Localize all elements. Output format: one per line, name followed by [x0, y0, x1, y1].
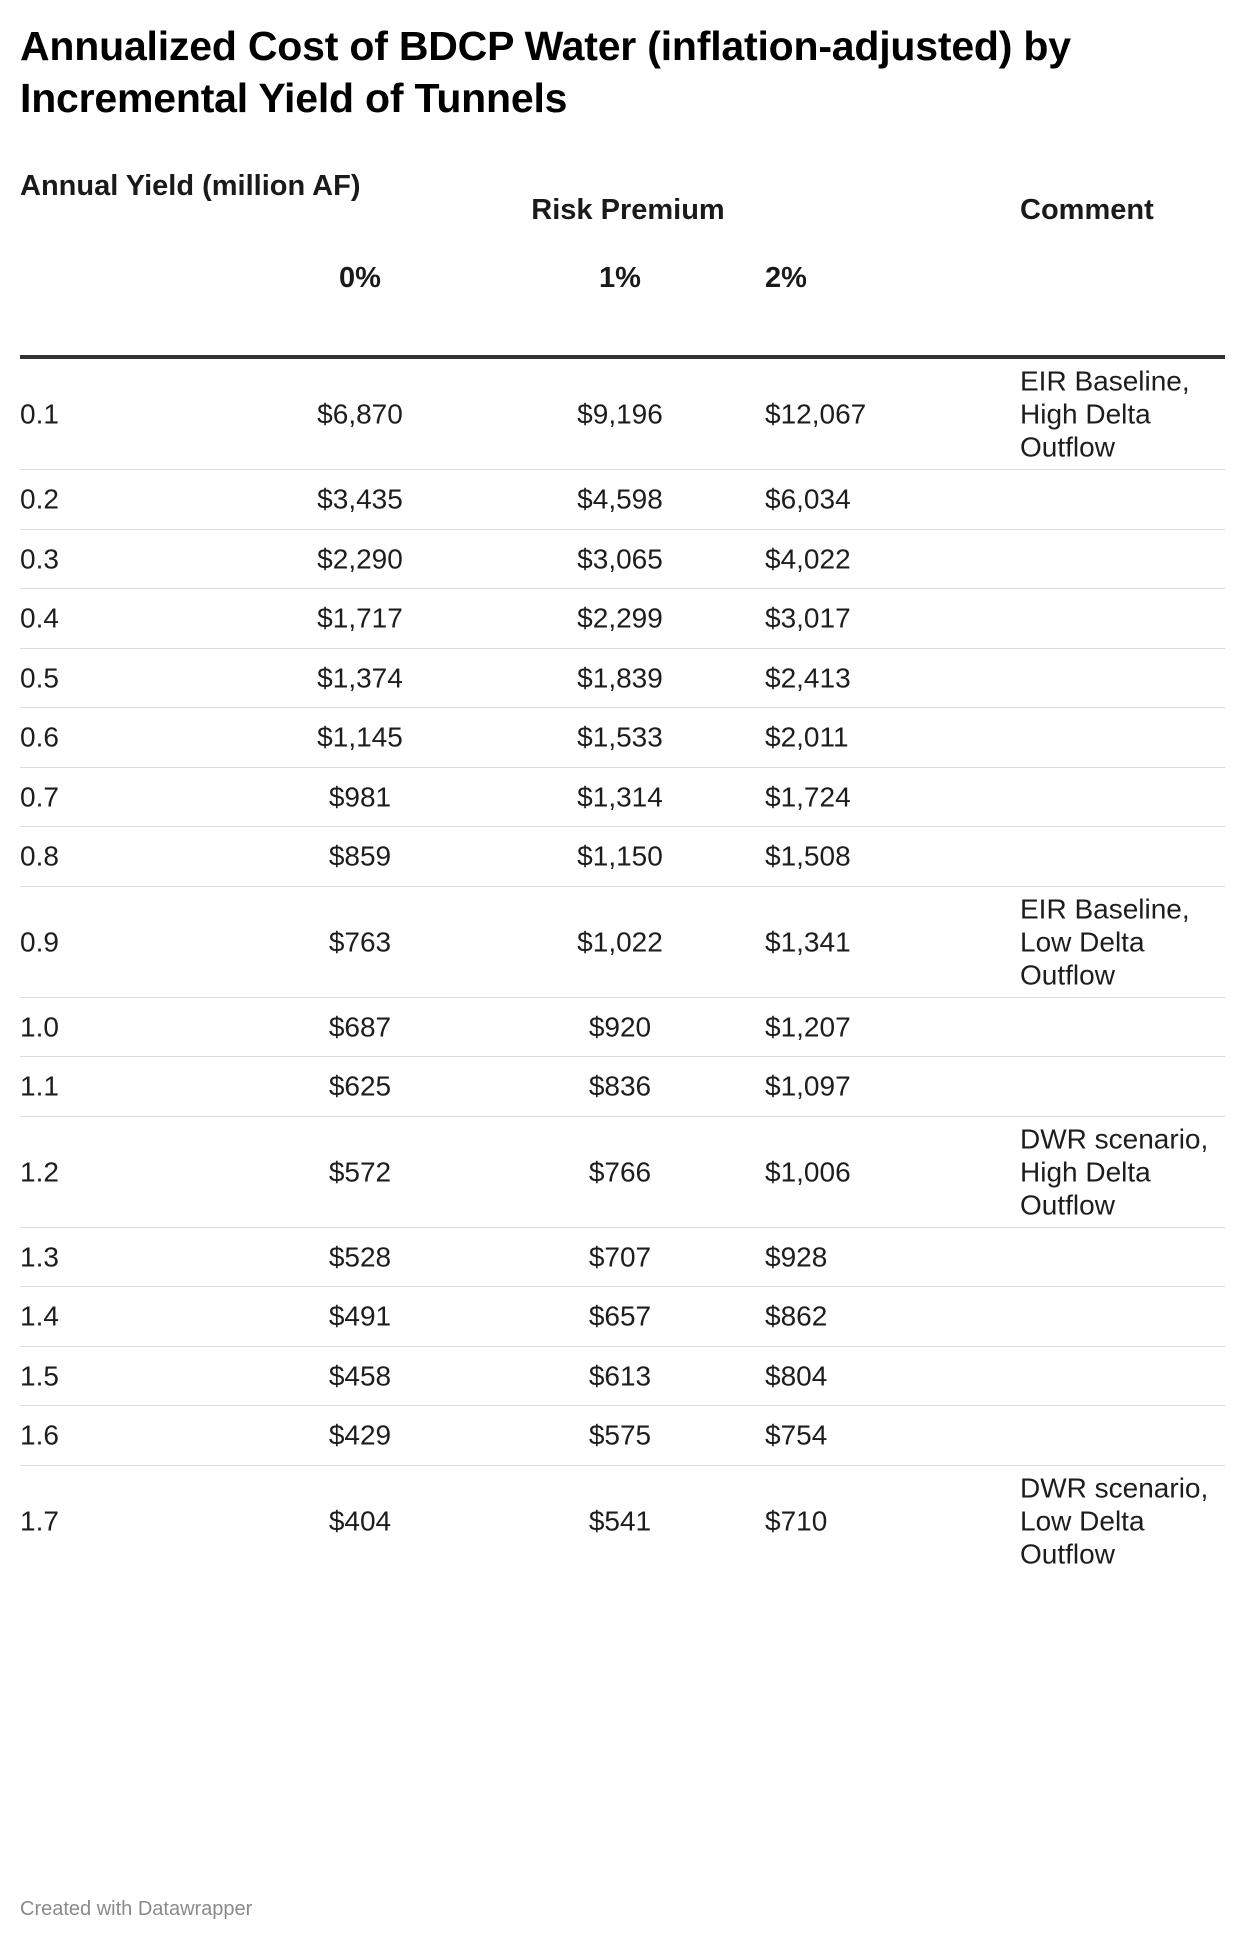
cell-yield: 1.1: [20, 1070, 59, 1102]
table-row: [20, 470, 1225, 530]
cell-premium-1: $575: [588, 1419, 652, 1451]
cell-premium-1: $4,598: [577, 483, 663, 515]
cell-premium-0: $1,717: [317, 602, 403, 634]
cell-premium-0: $572: [328, 1156, 392, 1187]
table-row: [20, 1466, 1225, 1576]
cell-premium-0: $458: [328, 1360, 392, 1392]
cell-premium-0: $429: [328, 1419, 392, 1451]
cell-comment: EIR Baseline, Low Delta Outflow: [1020, 893, 1190, 990]
cell-premium-2: $6,034: [765, 483, 851, 515]
cell-yield: 0.2: [20, 483, 59, 515]
cell-premium-2: $1,508: [765, 840, 851, 872]
cell-premium-0: $3,435: [317, 483, 403, 515]
header-comment: Comment: [1020, 194, 1154, 226]
cell-comment: EIR Baseline, High Delta Outflow: [1020, 365, 1190, 463]
table-body: [20, 359, 1225, 1576]
cell-premium-1: $707: [588, 1241, 652, 1273]
table-row: [20, 1057, 1225, 1117]
cell-premium-2: $1,207: [765, 1011, 851, 1043]
cell-premium-2: $928: [765, 1241, 828, 1273]
cell-premium-2: $1,341: [765, 926, 851, 957]
cell-premium-0: $528: [328, 1241, 392, 1273]
datawrapper-credit: Created with Datawrapper: [20, 1898, 253, 1920]
chart-title: Annualized Cost of BDCP Water (inflation-adjusted) by Incremental Yield of Tunnels: [20, 23, 1071, 121]
table-row: [20, 1347, 1225, 1407]
cell-yield: 0.5: [20, 662, 59, 694]
cell-premium-1: $9,196: [577, 398, 663, 430]
table-row: [20, 1117, 1225, 1228]
cell-premium-2: $862: [765, 1300, 828, 1332]
cell-premium-0: $625: [328, 1070, 392, 1102]
cell-yield: 1.3: [20, 1241, 59, 1273]
cell-premium-0: $763: [328, 926, 392, 957]
header-premium-0: 0%: [339, 262, 381, 294]
table-row: [20, 649, 1225, 709]
cell-premium-1: $836: [588, 1070, 652, 1102]
cell-premium-0: $859: [328, 840, 392, 872]
cell-premium-1: $657: [588, 1300, 652, 1332]
cell-premium-0: $2,290: [317, 543, 403, 575]
cell-yield: 0.7: [20, 781, 59, 813]
table-row: [20, 589, 1225, 649]
cell-yield: 1.7: [20, 1505, 59, 1536]
table-row: [20, 998, 1225, 1058]
cell-comment: DWR scenario, High Delta Outflow: [1020, 1123, 1209, 1220]
cell-premium-2: $2,413: [765, 662, 851, 694]
cell-premium-0: $687: [328, 1011, 392, 1043]
cell-comment: DWR scenario, Low Delta Outflow: [1020, 1472, 1209, 1569]
table-row: [20, 768, 1225, 828]
cell-premium-0: $6,870: [317, 398, 403, 430]
header-annual-yield: Annual Yield (million AF): [20, 170, 361, 202]
cell-premium-2: $1,724: [765, 781, 851, 813]
cell-premium-0: $1,145: [317, 721, 403, 753]
table-row: [20, 887, 1225, 998]
cell-premium-2: $804: [765, 1360, 828, 1392]
header-premium-2: 2%: [765, 262, 807, 294]
table-chart: [20, 0, 1225, 1576]
cell-premium-1: $920: [588, 1011, 652, 1043]
cell-yield: 0.3: [20, 543, 59, 575]
cell-premium-0: $981: [328, 781, 392, 813]
cell-premium-1: $613: [588, 1360, 652, 1392]
cell-yield: 1.6: [20, 1419, 59, 1451]
cell-yield: 0.4: [20, 602, 59, 634]
cell-yield: 0.1: [20, 398, 59, 430]
cell-yield: 1.0: [20, 1011, 59, 1043]
cell-premium-0: $1,374: [317, 662, 403, 694]
cell-premium-2: $1,097: [765, 1070, 851, 1102]
cell-premium-1: $541: [588, 1505, 652, 1536]
cell-premium-1: $1,022: [577, 926, 663, 957]
cell-premium-1: $766: [588, 1156, 652, 1187]
cell-premium-1: $1,150: [577, 840, 663, 872]
table-row: [20, 708, 1225, 768]
table-row: [20, 359, 1225, 470]
cell-premium-2: $3,017: [765, 602, 851, 634]
cell-yield: 1.4: [20, 1300, 59, 1332]
table-row: [20, 1228, 1225, 1288]
cell-premium-1: $2,299: [577, 602, 663, 634]
cell-yield: 0.9: [20, 926, 59, 957]
table-header: [20, 168, 1225, 359]
cell-premium-2: $2,011: [765, 721, 849, 753]
cell-premium-1: $1,533: [577, 721, 663, 753]
table-row: [20, 1287, 1225, 1347]
cell-premium-2: $754: [765, 1419, 828, 1451]
cell-premium-0: $404: [328, 1505, 392, 1536]
cell-premium-1: $1,314: [577, 781, 663, 813]
cell-yield: 0.8: [20, 840, 59, 872]
cell-premium-1: $1,839: [577, 662, 663, 694]
table-row: [20, 530, 1225, 590]
table-row: [20, 1406, 1225, 1466]
cell-premium-2: $4,022: [765, 543, 851, 575]
header-risk-premium: Risk Premium: [531, 194, 725, 226]
cell-yield: 1.5: [20, 1360, 59, 1392]
cell-premium-2: $12,067: [765, 398, 867, 430]
cell-premium-2: $710: [765, 1505, 828, 1536]
table-row: [20, 827, 1225, 887]
cell-yield: 0.6: [20, 721, 59, 753]
cell-premium-1: $3,065: [577, 543, 663, 575]
cell-premium-0: $491: [328, 1300, 392, 1332]
header-premium-1: 1%: [599, 262, 641, 294]
cell-premium-2: $1,006: [765, 1156, 851, 1187]
cell-yield: 1.2: [20, 1156, 59, 1187]
